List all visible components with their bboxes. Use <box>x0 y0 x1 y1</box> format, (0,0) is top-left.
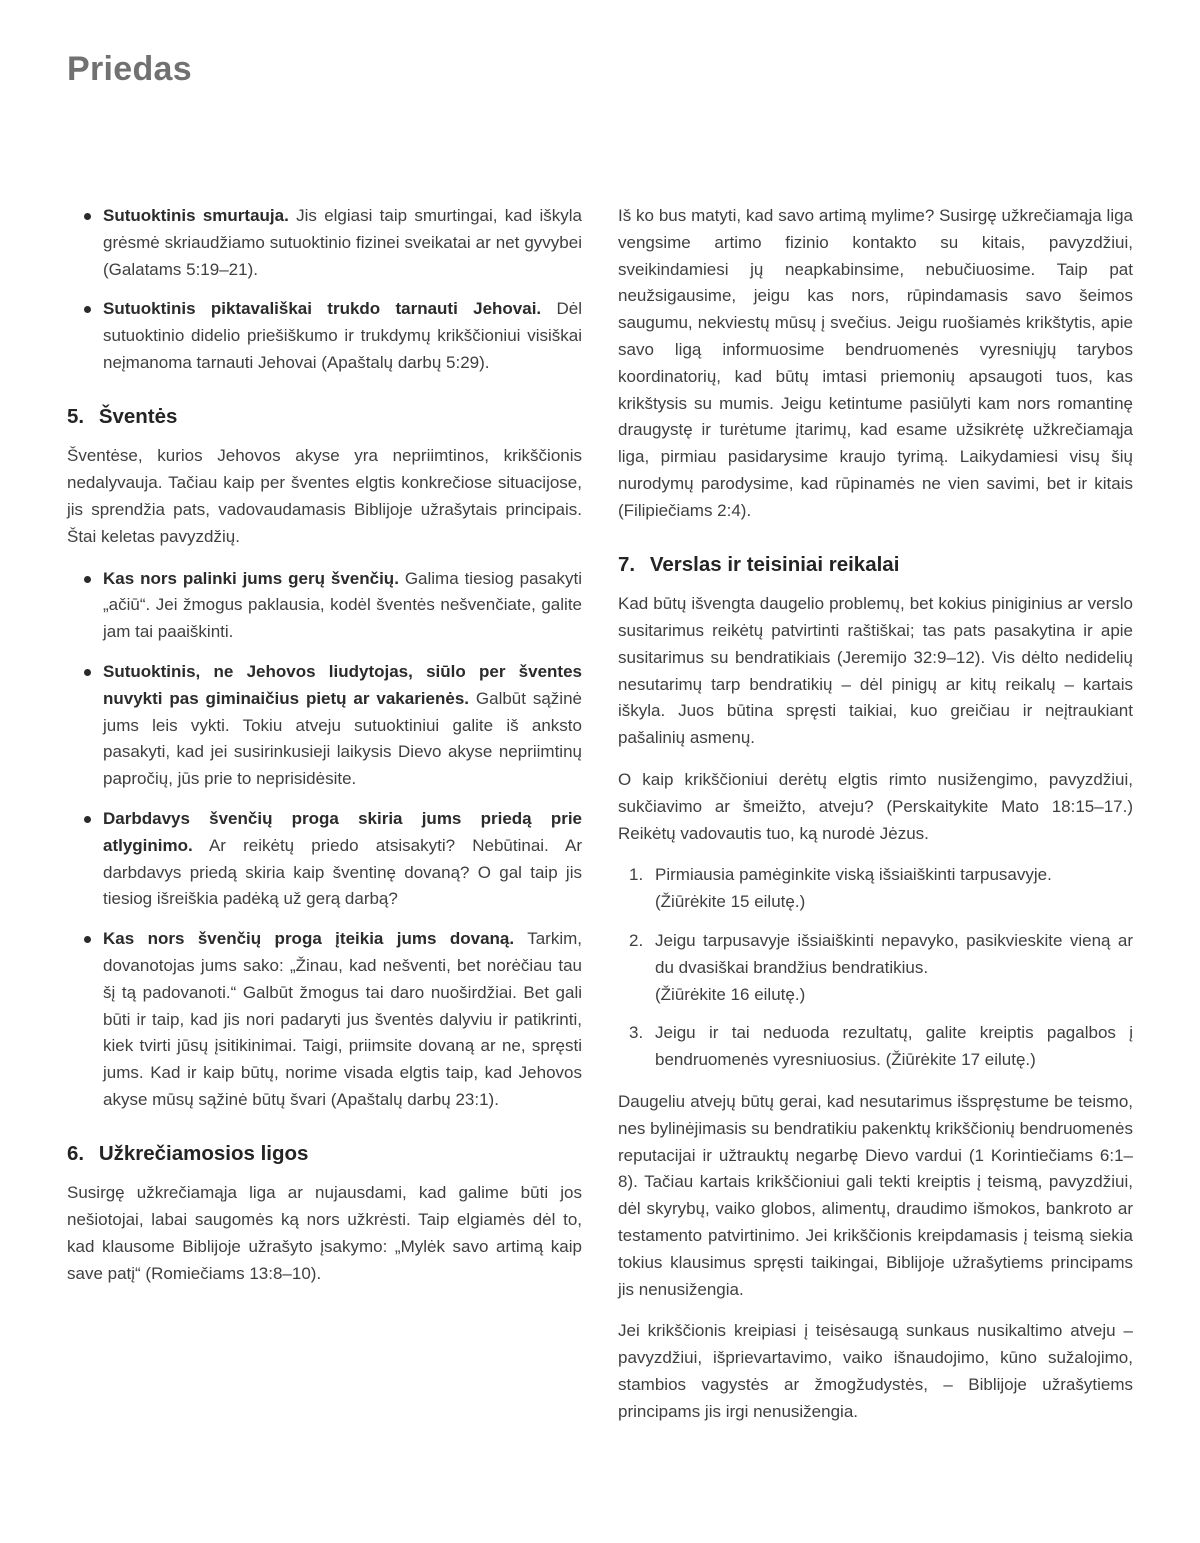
right-column <box>618 203 1133 1441</box>
section-6-heading <box>67 1141 582 1167</box>
item-text: Jeigu ir tai neduoda rezultatų, galite kreiptis pagalbos į bendruomenės vyresniuosius. (Žiūrėkite 17 eilutę.) <box>655 1023 1133 1070</box>
item-text: Jeigu tarpusavyje išsiaiškinti nepavyko, pasikvieskite vieną ar du dvasiškai brandžius bendratikius. <box>655 930 1133 977</box>
list-item <box>67 203 582 283</box>
section-7-heading <box>618 552 1133 578</box>
bullet-icon <box>84 576 91 583</box>
bullet-icon <box>84 306 91 313</box>
item-number: 3. <box>629 1023 644 1043</box>
bullet-icon <box>84 213 91 220</box>
paragraph: Jei krikščionis kreipiasi į teisėsaugą sunkaus nusikaltimo atveju – pavyzdžiui, išprievartavimo, vaiko išnaudojimo, kūno sužalojimo, stambios vagystės ar žmogžudystės, – Biblijoje užrašytiems principams jis irgi nenusižengia. <box>618 1321 1133 1421</box>
bullet-lead: Sutuoktinis, ne Jehovos liudytojas, siūlo per šventes nuvykti pas giminaičius pietų ar vakarienės. <box>103 661 582 708</box>
bullet-lead: Sutuoktinis smurtauja. <box>103 206 289 225</box>
bullet-lead: Kas nors palinki jums gerų švenčių. <box>103 568 399 588</box>
page-title: Priedas <box>67 50 192 88</box>
paragraph: Šventėse, kurios Jehovos akyse yra nepriimtinos, krikščionis nedalyvauja. Tačiau kaip per šventes elgtis konkrečiose situacijose, jis sprendžia pats, vadovaudamasis Biblijoje užrašytais principais. Štai keletas pavyzdžių. <box>67 446 582 546</box>
bullet-text: Galima tiesiog pasakyti „ačiū“. Jei žmogus paklausia, kodėl šventės nešvenčiate, galite jam tai paaiškinti. <box>103 568 582 642</box>
item-number: 2. <box>629 930 644 950</box>
bullet-text: Dėl sutuoktinio didelio priešiškumo ir trukdymų krikščioniui visiškai neįmanoma tarnauti Jehovai (Apaštalų darbų 5:29). <box>103 299 582 372</box>
item-text: Pirmiausia pamėginkite viską išsiaiškinti tarpusavyje. <box>655 865 1052 885</box>
section-title: Šventės <box>98 404 178 428</box>
bullet-icon <box>84 936 91 943</box>
item-note: (Žiūrėkite 15 eilutę.) <box>655 892 806 912</box>
list-item <box>67 296 582 376</box>
paragraph: O kaip krikščioniui derėtų elgtis rimto nusižengimo, pavyzdžiui, sukčiavimo ar šmeižto, atveju? (Perskaitykite Mato 18:15–17.) Reikėtų vadovautis tuo, ką nurodė Jėzus. <box>618 769 1133 843</box>
item-note: (Žiūrėkite 16 eilutę.) <box>655 984 806 1004</box>
bullet-icon <box>84 669 91 676</box>
section-title: Verslas ir teisiniai reikalai <box>649 552 900 576</box>
list-item <box>67 806 582 913</box>
bullet-text: Galbūt sąžinė jums leis vykti. Tokiu atveju sutuoktiniui galite iš anksto pasakyti, kad jei susirinkusieji laikysis Dievo akyse nepriimtinų papročių, jūs prie to neprisidėsite. <box>103 688 582 789</box>
left-column <box>67 203 582 1441</box>
bullet-icon <box>84 816 91 823</box>
paragraph: Kad būtų išvengta daugelio problemų, bet kokius piniginius ar verslo susitarimus reikėtų patvirtinti raštiškai; tas pats pasakytina ir apie susitarimus su bendratikiais (Jeremijo 32:9–12). Vis dėlto nedidelių nesutarimų tarp bendratikių – dėl pinigų ar kitų reikalų – kartais iškyla. Juos būtina spręsti taikiai, kuo greičiau ir neįtraukiant pašalinių asmenų. <box>618 594 1133 748</box>
numbered-item <box>618 928 1133 1008</box>
marriage-bullet-list <box>67 203 582 377</box>
section-number: 6. <box>67 1141 85 1165</box>
section-number: 5. <box>67 404 85 428</box>
numbered-item <box>618 1020 1133 1074</box>
paragraph: Daugeliu atvejų būtų gerai, kad nesutarimus išspręstume be teismo, nes bylinėjimasis su bendratikiu pakenktų krikščionių bendruomenės reputacijai ir užtrauktų negarbę Dievo vardui (1 Korintiečiams 6:1–8). Tačiau kartais krikščioniui gali tekti kreiptis į teismą, pavyzdžiui, dėl skyrybų, vaiko globos, alimentų, draudimo išmokos, bankroto ar testamento patvirtinimo. Jei krikščionis kreipdamasis į teismą siekia tokius klausimus spręsti taikingai, Biblijoje užrašytiems principams jis nenusižengia. <box>618 1091 1133 1299</box>
bullet-lead: Kas nors švenčių proga įteikia jums dovaną. <box>103 929 515 949</box>
bullet-text: Ar reikėtų priedo atsisakyti? Nebūtinai. Ar darbdavys priedą skiria kaip šventinę dovaną? O gal taip jis tiesiog išreiškia padėką už gerą darbą? <box>103 835 582 909</box>
list-item <box>67 566 582 646</box>
bullet-lead: Darbdavys švenčių proga skiria jums priedą prie atlyginimo. <box>103 808 582 855</box>
paragraph: Susirgę užkrečiamąja liga ar nujausdami, kad galime būti jos nešiotojai, labai saugomės ką nors užkrėsti. Taip elgiamės dėl to, kad klausome Biblijoje užrašyto įsakymo: „Mylėk savo artimą kaip save patį“ (Romiečiams 13:8–10). <box>67 1183 582 1283</box>
bullet-lead: Sutuoktinis piktavališkai trukdo tarnauti Jehovai. <box>103 299 542 319</box>
numbered-item <box>618 862 1133 916</box>
list-item <box>67 659 582 793</box>
bullet-text: Jis elgiasi taip smurtingai, kad iškyla grėsmė skriaudžiamo sutuoktinio fizinei sveikatai ar net gyvybei (Galatams 5:19–21). <box>103 206 583 279</box>
holidays-bullet-list <box>67 566 582 1114</box>
section-5-heading <box>67 404 582 430</box>
dispute-steps-list <box>618 862 1133 1074</box>
list-item <box>67 926 582 1114</box>
two-column-layout <box>67 203 1133 1441</box>
section-number: 7. <box>618 552 636 576</box>
section-title: Užkrečiamosios ligos <box>98 1141 309 1165</box>
item-number: 1. <box>629 865 644 885</box>
bullet-text: Tarkim, dovanotojas jums sako: „Žinau, kad nešventi, bet norėčiau tau šį tą padovanoti.“ Galbūt žmogus tai daro nuoširdžiai. Bet gali būti ir taip, kad jis nori padaryti jus šventės dalyviu ir patikrinti, kiek tvirti jūsų įsitikinimai. Taigi, priimsite dovaną ar ne, spręsti jums. Kad ir kaip būtų, norime visada elgtis taip, kad Jehovos akyse mūsų sąžinė būtų švari (Apaštalų darbų 23:1). <box>103 929 582 1109</box>
paragraph: Iš ko bus matyti, kad savo artimą mylime? Susirgę užkrečiamąja liga vengsime artimo fizinio kontakto su kitais, pavyzdžiui, sveikindamiesi jų neapkabinsime, nebučiuosime. Taip pat neužsigausime, jeigu kas nors, rūpindamasis savo šeimos saugumu, nekviestų mūsų į svečius. Jeigu ruošiamės krikštytis, apie savo ligą informuosime bendruomenės vyresniųjų tarybos koordinatorių, kad būtų imtasi priemonių apsaugoti tuos, kas krikštysis su mumis. Jeigu ketintume pasiūlyti kam nors romantinę draugystę ir turėtume įtarimų, kad esame užsikrėtę užkrečiamąja liga, pirmiau pasidarysime kraujo tyrimą. Laikydamiesi visų šių nurodymų parodysime, kad rūpinamės ne vien savimi, bet ir kitais (Filipiečiams 2:4). <box>618 206 1133 520</box>
